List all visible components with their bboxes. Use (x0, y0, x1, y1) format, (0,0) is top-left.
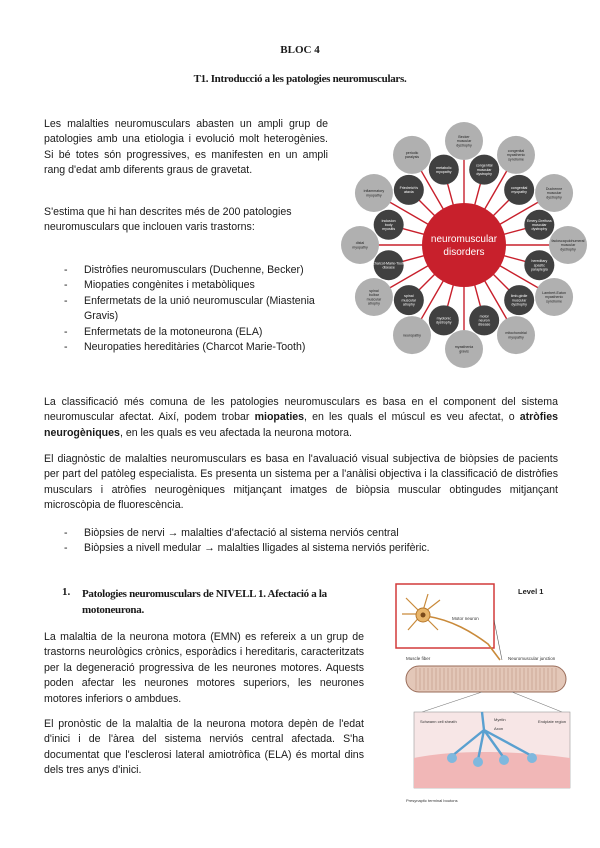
terminal-bouton (447, 753, 457, 763)
disorder-node-label: Friedreich's ataxia (399, 185, 419, 195)
disorder-node-label: myotonic dystrophy (436, 316, 452, 325)
list-item: - Neuropaties hereditàries (Charcot Marie-Tooth) (60, 340, 330, 355)
page-title: T1. Introducció a les patologies neuromusculars. (193, 73, 407, 85)
diagnostic-paragraph: El diagnòstic de malalties neuromusculars es basa en l'avaluació visual subjectiva de biòpsies de pacients per part del patòleg especialista. Es presenta un sistema per a l'anàlisi objectiva i la classificació de distròfies musculars i atròfies neurogèniques mitjançant imatges de biòpsia muscular obtingudes mitjançant microscòpia de fluorescència. (44, 453, 558, 512)
list-item: - Enfermetats de la motoneurona (ELA) (60, 325, 330, 340)
disorder-node-label: congenital muscular dystrophy (475, 163, 493, 177)
disorder-node-label: limb-girdle muscular dystrophy (510, 294, 528, 307)
list-item: - Miopaties congènites i metabòliques (60, 278, 330, 293)
endplate-region (414, 752, 570, 788)
disorder-node-label: Duchenne muscular dystrophy (545, 187, 563, 200)
section-number: 1. (62, 586, 71, 598)
disorder-node-label: hereditary spastic paraplegia (530, 259, 548, 272)
intro-paragraph-1: Les malalties neuromusculars abasten un ampli grup de patologies amb una etiologia i evolució molt heterogènies. Si bé totes són progressives, es manifesten en un ampli rang d'edat amb diferents graus de gravetat. (44, 118, 328, 177)
section-heading: Patologies neuromusculars de NIVELL 1. Afectació a la motoneurona. (82, 588, 327, 616)
disorder-node-label: Charcot-Marie-Tooth disease (372, 261, 406, 270)
disorder-node-label: motor neuron disease (477, 314, 491, 327)
disorder-node-label: spinal bulbar muscular atrophy (366, 288, 382, 306)
neuron-nucleus (421, 613, 426, 618)
disorder-node-label: Becker muscular dystrophy (456, 135, 472, 148)
myelin-label: Myelin (494, 717, 506, 722)
terminal-bouton (499, 755, 509, 765)
terminal-bouton (527, 753, 537, 763)
myopathies-term: miopaties (254, 411, 305, 424)
terminal-bouton (473, 757, 483, 767)
endplate-label: Endplate region (538, 719, 567, 724)
diagram-center-label-2: disorders (443, 247, 485, 258)
disorder-node-label: myasthenia gravis (454, 345, 474, 354)
presynaptic-label: Presynaptic terminal boutons (406, 798, 458, 803)
schwann-label: Schwann cell sheath (420, 719, 457, 724)
motor-neuron-figure (392, 580, 574, 818)
bloc-label: BLOC 4 (280, 44, 320, 56)
disorder-node-label: neuropathy (403, 333, 421, 338)
disorder-node-label: Emery-Dreifuss muscular dystrophy (526, 218, 552, 232)
disorder-node-label: congenital myopathy (510, 185, 528, 195)
emn-paragraph-1: La malaltia de la neurona motora (EMN) es refereix a un grup de trastorns neurològics crònics, esporàdics i hereditaris, caracteritzats per la degeneració progressiva de les neurones motores. Aquests poden afectar les neurones motores superiors, les neurones motores inferiors o ambdues. (44, 631, 364, 705)
neurogenic-atrophies-term: atròfies neurogèniques (44, 411, 558, 439)
biopsy-list (60, 526, 560, 557)
list-item: - Biòpsies a nivell medular → malalties lligades al sistema nerviós perifèric. (60, 541, 560, 556)
diagram-center-label-1: neuromuscular (430, 234, 498, 245)
neuromuscular-junction-label: Neuromuscular junction (508, 656, 556, 661)
classification-paragraph: La classificació més comuna de les patologies neuromusculars es basa en el component del sistema neuromuscular afectat. Així, podem trobar miopaties, en les quals el múscul es veu afectat, o atròfies neurogèniques, en les quals es veu afectada la neurona motora. (44, 396, 558, 439)
disorder-node-label: spinal muscular atrophy (401, 294, 417, 307)
disorder-node-label: inclusion body myositis (381, 218, 396, 232)
list-item: - Biòpsies de nervi → malalties d'afectació al sistema nerviós central (60, 526, 560, 541)
level-label: Level 1 (518, 587, 544, 596)
disorder-node-label: metabolic myopathy (436, 165, 452, 174)
muscle-fiber-label: Muscle fiber (406, 656, 431, 661)
intro-paragraph-2: S'estima que hi han descrites més de 200 patologies neuromusculars que inclouen varis trastorns: (44, 206, 292, 234)
axon-label: Axon (494, 726, 504, 731)
diagram-center-circle (422, 203, 506, 287)
muscle-fiber (406, 666, 566, 692)
emn-paragraph-2: El pronòstic de la malaltia de la neurona motora depèn de l'edat d'inici i de l'àrea del sistema nerviós central afectada. S'ha documentat que l'esclerosi lateral amiotròfica (ELA) és mortal dins dels tres anys d'inici. (44, 718, 364, 777)
zoom-guide (422, 692, 562, 712)
motor-neuron-label: Motor neuron (452, 616, 479, 621)
disorder-node-label: facioscapulohumeral muscular dystrophy (551, 239, 585, 252)
disorder-node-label: mitochondrial myopathy (505, 331, 527, 340)
neuromuscular-disorders-diagram (335, 117, 593, 373)
disorder-node-label: congenital myasthenic syndrome (506, 148, 526, 162)
disorder-node-label: periodic paralysis (404, 151, 420, 160)
list-item: - Distròfies neuromusculars (Duchenne, Becker) (60, 263, 330, 278)
disorder-node-label: Lambert-Eaton myasthenic syndrome (542, 291, 566, 304)
list-item: - Enfermetats de la unió neuromuscular (Miastenia Gravis) (60, 294, 330, 325)
disorder-node-label: inflammatory myopathy (363, 189, 385, 198)
disorder-node-label: distal myopathy (352, 241, 368, 250)
disorder-list (60, 263, 330, 355)
